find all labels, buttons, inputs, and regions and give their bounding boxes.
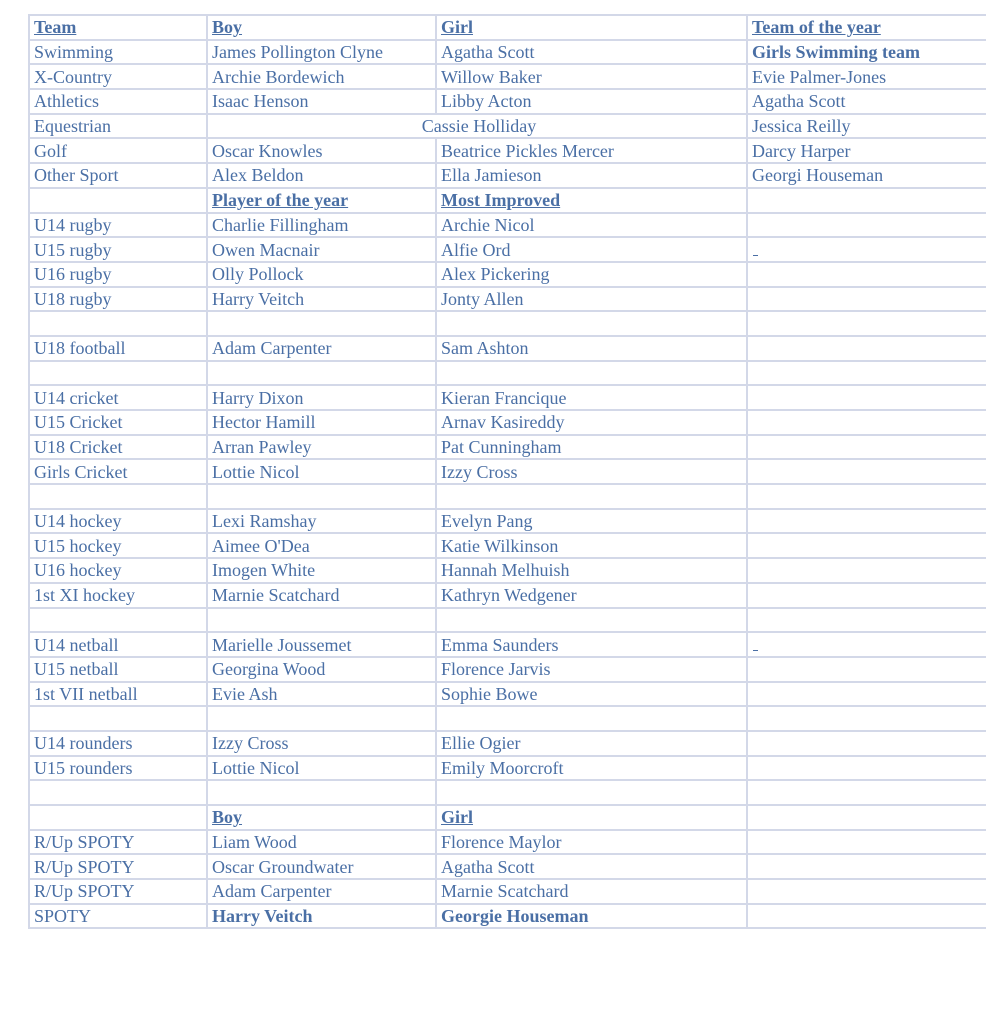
cell-girl: Libby Acton [436,89,747,114]
cell-team: 1st VII netball [29,682,207,707]
awards-table-body [29,15,986,928]
cell-girl: Evelyn Pang [436,509,747,534]
cell-boy [207,706,436,731]
cell-girl: Arnav Kasireddy [436,410,747,435]
cell-team-of-year [747,262,986,287]
cell-girl: Marnie Scatchard [436,879,747,904]
cell-girl: Katie Wilkinson [436,533,747,558]
cell-girl: Ellie Ogier [436,731,747,756]
cell-team-of-year [747,237,986,262]
cell-boy: Alex Beldon [207,163,436,188]
cell-team [29,311,207,336]
cell-boy [207,608,436,633]
cell-boy: Oscar Knowles [207,138,436,163]
cell-girl: Agatha Scott [436,40,747,65]
cell-team: Girls Cricket [29,459,207,484]
cell-team [29,805,207,830]
cell-boy: Liam Wood [207,830,436,855]
table-row [29,780,986,805]
cell-team: R/Up SPOTY [29,854,207,879]
cell-team: 1st XI hockey [29,583,207,608]
cell-girl: Pat Cunningham [436,435,747,460]
cell-team-of-year [747,459,986,484]
cell-team [29,361,207,386]
cell-girl: Beatrice Pickles Mercer [436,138,747,163]
cell-girl: Sam Ashton [436,336,747,361]
cell-team: Golf [29,138,207,163]
cell-boy: Olly Pollock [207,262,436,287]
table-row [29,509,986,534]
cell-boy: Hector Hamill [207,410,436,435]
cell-boy: Adam Carpenter [207,879,436,904]
cell-girl: Emma Saunders [436,632,747,657]
cell-team [29,484,207,509]
underline-mark [753,640,758,651]
cell-boy: Aimee O'Dea [207,533,436,558]
cell-boy: Oscar Groundwater [207,854,436,879]
table-row [29,459,986,484]
cell-team: U16 hockey [29,558,207,583]
cell-girl: Archie Nicol [436,213,747,238]
table-row [29,311,986,336]
cell-team-of-year [747,509,986,534]
cell-team: U18 football [29,336,207,361]
table-row [29,657,986,682]
cell-boy: Isaac Henson [207,89,436,114]
cell-boy: Harry Dixon [207,385,436,410]
cell-boy: Boy [207,15,436,40]
cell-girl [436,608,747,633]
cell-boy: Adam Carpenter [207,336,436,361]
cell-team-of-year [747,533,986,558]
cell-team: U14 cricket [29,385,207,410]
cell-boy: Lexi Ramshay [207,509,436,534]
table-row [29,237,986,262]
cell-team-of-year [747,435,986,460]
cell-girl [436,361,747,386]
cell-team: U15 rounders [29,756,207,781]
cell-team-of-year [747,854,986,879]
table-row [29,163,986,188]
cell-team-of-year [747,311,986,336]
cell-team-of-year: Georgi Houseman [747,163,986,188]
cell-team-of-year: Darcy Harper [747,138,986,163]
table-row [29,583,986,608]
cell-team [29,188,207,213]
cell-team-of-year [747,904,986,929]
cell-boy: Archie Bordewich [207,64,436,89]
table-row [29,361,986,386]
cell-boy: Evie Ash [207,682,436,707]
cell-team-of-year [747,706,986,731]
cell-boy: Marielle Joussemet [207,632,436,657]
cell-girl: Hannah Melhuish [436,558,747,583]
cell-team: R/Up SPOTY [29,830,207,855]
cell-team: Equestrian [29,114,207,139]
cell-team-of-year: Girls Swimming team [747,40,986,65]
table-row [29,213,986,238]
cell-boy [207,484,436,509]
cell-team [29,706,207,731]
table-row [29,484,986,509]
cell-girl: Florence Jarvis [436,657,747,682]
cell-girl: Willow Baker [436,64,747,89]
cell-girl: Florence Maylor [436,830,747,855]
cell-girl: Izzy Cross [436,459,747,484]
cell-girl [436,311,747,336]
cell-girl: Alfie Ord [436,237,747,262]
cell-boy: Harry Veitch [207,287,436,312]
table-row [29,262,986,287]
cell-team-of-year [747,558,986,583]
cell-team: Team [29,15,207,40]
cell-boy: Lottie Nicol [207,459,436,484]
awards-table [28,14,986,929]
cell-team-of-year [747,657,986,682]
cell-boy: Marnie Scatchard [207,583,436,608]
cell-team-of-year [747,583,986,608]
cell-team [29,608,207,633]
cell-team-of-year [747,632,986,657]
table-row [29,830,986,855]
table-row [29,385,986,410]
cell-girl: Sophie Bowe [436,682,747,707]
cell-girl: Alex Pickering [436,262,747,287]
cell-girl: Kathryn Wedgener [436,583,747,608]
cell-boy [207,311,436,336]
cell-team: U15 rugby [29,237,207,262]
cell-team-of-year: Team of the year [747,15,986,40]
cell-team: R/Up SPOTY [29,879,207,904]
cell-girl: Agatha Scott [436,854,747,879]
cell-team-of-year [747,879,986,904]
table-row [29,114,986,139]
cell-team-of-year [747,336,986,361]
cell-boy: Georgina Wood [207,657,436,682]
cell-girl: Georgie Houseman [436,904,747,929]
cell-boy: Lottie Nicol [207,756,436,781]
cell-team-of-year [747,756,986,781]
cell-boy: Charlie Fillingham [207,213,436,238]
cell-team-of-year [747,188,986,213]
table-row [29,287,986,312]
table-row [29,188,986,213]
cell-boy: Owen Macnair [207,237,436,262]
cell-team-of-year [747,830,986,855]
cell-team: U15 Cricket [29,410,207,435]
cell-girl: Girl [436,805,747,830]
cell-team-of-year [747,682,986,707]
cell-team-of-year [747,780,986,805]
cell-team: U14 hockey [29,509,207,534]
table-row [29,64,986,89]
cell-team-of-year [747,608,986,633]
table-row [29,40,986,65]
cell-team-of-year [747,484,986,509]
table-row [29,89,986,114]
cell-boy [207,361,436,386]
cell-team: Other Sport [29,163,207,188]
cell-boy [207,780,436,805]
table-row [29,336,986,361]
cell-girl: Emily Moorcroft [436,756,747,781]
cell-team-of-year [747,805,986,830]
table-row [29,632,986,657]
cell-team: Athletics [29,89,207,114]
cell-team: U14 netball [29,632,207,657]
cell-boy: Izzy Cross [207,731,436,756]
cell-team: SPOTY [29,904,207,929]
table-row [29,15,986,40]
cell-team-of-year: Agatha Scott [747,89,986,114]
table-row [29,879,986,904]
table-row [29,805,986,830]
cell-boy: Player of the year [207,188,436,213]
cell-team-of-year [747,385,986,410]
cell-girl: Ella Jamieson [436,163,747,188]
cell-team-of-year [747,287,986,312]
table-row [29,435,986,460]
cell-team: U16 rugby [29,262,207,287]
table-row [29,558,986,583]
table-row [29,682,986,707]
table-row [29,533,986,558]
cell-girl: Kieran Francique [436,385,747,410]
cell-team: X-Country [29,64,207,89]
cell-team: U18 rugby [29,287,207,312]
table-row [29,608,986,633]
table-row [29,854,986,879]
table-row [29,756,986,781]
cell-girl [436,780,747,805]
cell-team-of-year [747,213,986,238]
cell-girl: Most Improved [436,188,747,213]
cell-team-of-year: Jessica Reilly [747,114,986,139]
table-row [29,904,986,929]
cell-girl: Girl [436,15,747,40]
cell-team-of-year [747,731,986,756]
cell-team-of-year: Evie Palmer-Jones [747,64,986,89]
cell-team-of-year [747,410,986,435]
cell-team: U15 netball [29,657,207,682]
table-row [29,138,986,163]
cell-team: Swimming [29,40,207,65]
cell-team [29,780,207,805]
cell-boy: Arran Pawley [207,435,436,460]
table-row [29,731,986,756]
cell-team: U15 hockey [29,533,207,558]
cell-boy: James Pollington Clyne [207,40,436,65]
cell-team: U18 Cricket [29,435,207,460]
cell-boy: Boy [207,805,436,830]
cell-girl [436,484,747,509]
cell-girl: Jonty Allen [436,287,747,312]
cell-team-of-year [747,361,986,386]
table-row [29,706,986,731]
cell-team: U14 rounders [29,731,207,756]
table-row [29,410,986,435]
cell-boy: Cassie Holliday [207,114,747,139]
underline-mark [753,245,758,256]
cell-girl [436,706,747,731]
cell-boy: Imogen White [207,558,436,583]
cell-boy: Harry Veitch [207,904,436,929]
cell-team: U14 rugby [29,213,207,238]
